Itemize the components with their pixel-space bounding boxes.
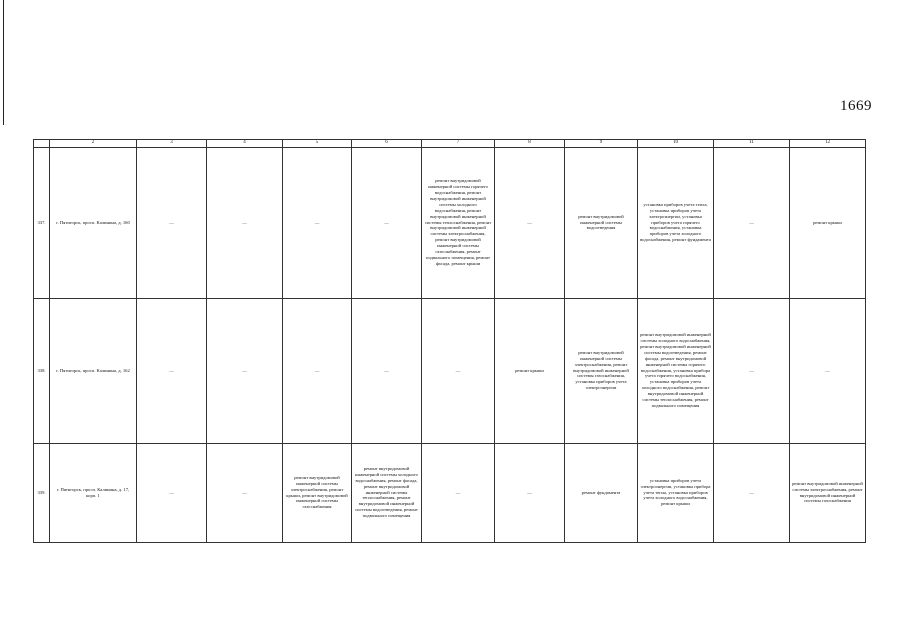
column-header: 4 (207, 140, 283, 148)
column-header: 3 (137, 140, 207, 148)
column-header: 8 (495, 140, 565, 148)
repair-schedule-table (33, 139, 866, 543)
row-number: 339. (34, 443, 50, 542)
column-header: 12 (790, 140, 866, 148)
table-cell: ремонт внутридомовой инженерной системы электроснабжения, ремонт внутридомовой инженерной системы газоснабжения (790, 443, 866, 542)
table-row (34, 298, 866, 443)
column-header: 10 (638, 140, 714, 148)
table-cell: установка приборов учета тепла, установка приборов учета электроэнергии, установка приборов учета горячего водоснабжения, установка приборов учета холодного водоснабжения, ремонт фундамента (638, 147, 714, 298)
table-cell: — (714, 147, 790, 298)
table-row (34, 443, 866, 542)
left-margin-rule (3, 0, 4, 125)
column-header: 2 (50, 140, 137, 148)
address-cell: г. Пятигорск, просп. Калинина, д. 17, корп. 1 (50, 443, 137, 542)
table-cell: — (207, 298, 283, 443)
column-header (34, 140, 50, 148)
table-cell: — (352, 298, 422, 443)
table-cell: — (790, 298, 866, 443)
table-cell: ремонт внутридомовой инженерной системы водоотведения (565, 147, 638, 298)
column-header: 7 (422, 140, 495, 148)
table-cell: — (422, 298, 495, 443)
table-cell: ремонт крыши (495, 298, 565, 443)
table-cell: — (283, 147, 352, 298)
table-cell: ремонт внутридомовой инженерной системы электроснабжения, ремонт крыши, ремонт внутридомовой инженерной системы газоснабжения (283, 443, 352, 542)
table-cell: ремонт внутридомовой инженерной системы холодного водоснабжения, ремонт внутридомовой инженерной системы водоотведения, ремонт фасада, ремонт внутридомовой инженерной системы горячего водоснабжения, установка прибора учета горячего водоснабжения, установка приборов учета холодного водоснабжения, ремонт внутридомовой инженерной системы теплоснабжения, ремонт подвального помещения (638, 298, 714, 443)
table-cell: — (422, 443, 495, 542)
row-number: 337. (34, 147, 50, 298)
column-header: 11 (714, 140, 790, 148)
column-header: 6 (352, 140, 422, 148)
row-number: 338. (34, 298, 50, 443)
table-cell: — (207, 443, 283, 542)
column-header: 9 (565, 140, 638, 148)
table-cell: — (137, 443, 207, 542)
header-row (34, 140, 866, 148)
page-number: 1669 (840, 98, 872, 114)
table-cell: ремонт внутридомовой инженерной системы горячего водоснабжения, ремонт внутридомовой инженерной системы холодного водоснабжения, ремонт внутридомовой инженерной системы теплоснабжения, ремонт внутридомовой инженерной системы электроснабжения, ремонт внутридомовой инженерной системы газоснабжения, ремонт подвального помещения, ремонт фасада, ремонт крыши (422, 147, 495, 298)
table-cell: — (137, 147, 207, 298)
table-cell: — (283, 298, 352, 443)
table-cell: ремонт крыши (790, 147, 866, 298)
table-cell: ремонт внутридомовой инженерной системы холодного водоснабжения, ремонт фасада, ремонт внутридомовой инженерной системы теплоснабжения, ремонт внутридомовой инженерной системы водоотведения, ремонт подвального помещения (352, 443, 422, 542)
table-cell: ремонт внутридомовой инженерной системы электроснабжения, ремонт внутридомовой инженерной системы газоснабжения, установка приборов учета электроэнергии (565, 298, 638, 443)
column-header: 5 (283, 140, 352, 148)
table-cell: — (714, 298, 790, 443)
table-cell: — (207, 147, 283, 298)
table-cell: установка приборов учета электроэнергии, установка прибора учета тепла, установка приборов учета холодного водоснабжения, ремонт крыши (638, 443, 714, 542)
table-cell: — (352, 147, 422, 298)
table-cell: — (714, 443, 790, 542)
address-cell: г. Пятигорск, просп. Калинина, д. 160 (50, 147, 137, 298)
table-row (34, 147, 866, 298)
table-cell: — (137, 298, 207, 443)
table-cell: — (495, 147, 565, 298)
table-cell: — (495, 443, 565, 542)
table-cell: ремонт фундамента (565, 443, 638, 542)
address-cell: г. Пятигорск, просп. Калинина, д. 162 (50, 298, 137, 443)
